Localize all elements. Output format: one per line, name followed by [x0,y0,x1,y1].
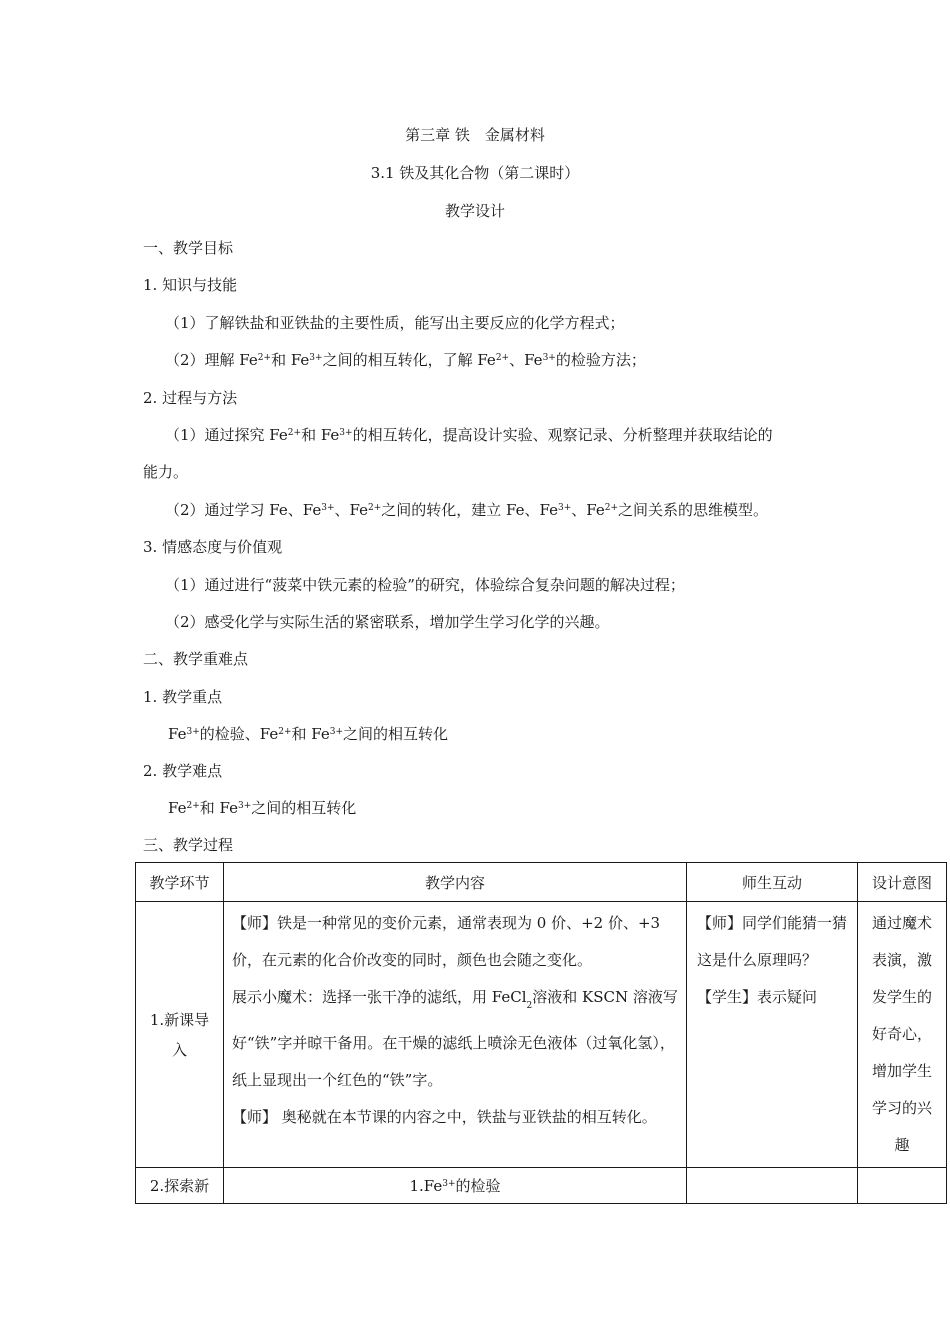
objective-item: （2）通过学习 Fe、$Fe^{3+}$、$Fe^{2+}$之间的转化，建立 Fe、$Fe^{3+}$、$Fe^{2+}$之间关系的思维模型。 [165,501,769,519]
intent-cell [858,902,947,1168]
content-paragraph: 【师】 奥秘就在本节课的内容之中，铁盐与亚铁盐的相互转化。 [232,1108,657,1126]
key-point: $Fe^{3+}$的检验、$Fe^{2+}$和 $Fe^{3+}$之间的相互转化 [168,725,449,743]
objective-item-continued: 能力。 [143,463,189,481]
content-cell [224,902,687,1168]
subsection-heading: 1. 教学重点 [143,688,223,706]
objective-item: （1）了解铁盐和亚铁盐的主要性质，能写出主要反应的化学方程式； [165,314,625,332]
header-interaction: 师生互动 [687,863,858,902]
interaction-cell [687,902,858,1168]
interaction-paragraph: 【师】同学们能猜一猜这是什么原理吗？ [697,914,848,969]
intent-cell [858,1168,947,1204]
content-paragraph: 展示小魔术：选择一张干净的滤纸，用 FeCl$_2$溶液和 KSCN 溶液写好“铁”字并晾干备用。在干燥的滤纸上喷涂无色液体（过氧化氢），纸上显现出一个红色的“铁”字。 [232,988,678,1089]
stage-text: 2.探索新 [149,1176,210,1195]
table-header-row [136,863,947,902]
content-cell [224,1168,687,1204]
interaction-paragraph: 【学生】表示疑问 [697,988,818,1006]
content-paragraph: $1.Fe^{3+}$的检验 [409,1177,501,1195]
table-row [136,1168,947,1204]
stage-text: 1.新课导入 [149,1010,210,1059]
lesson-title: 3.1 铁及其化合物（第二课时） [370,164,580,182]
subsection-heading: 1. 知识与技能 [143,276,238,294]
intent-text: 通过魔术表演，激发学生的好奇心，增加学生学习的兴趣 [871,914,932,1154]
subsection-heading: 2. 过程与方法 [143,389,238,407]
subsection-heading: 3. 情感态度与价值观 [143,538,283,556]
document-type: 教学设计 [444,202,505,220]
subsection-heading: 2. 教学难点 [143,762,223,780]
header-stage: 教学环节 [136,863,224,902]
chapter-title: 第三章 铁 金属材料 [405,126,545,144]
section-heading: 二、教学重难点 [143,650,249,668]
table-row [136,902,947,1168]
header-intent: 设计意图 [858,863,947,902]
objective-item: （2）感受化学与实际生活的紧密联系，增加学生学习化学的兴趣。 [165,613,610,631]
section-heading: 三、教学过程 [143,836,234,854]
content-paragraph: 【师】铁是一种常见的变价元素，通常表现为 0 价、+2 价、+3 价，在元素的化合价改变的同时，颜色也会随之变化。 [232,914,661,969]
header-content: 教学内容 [224,863,687,902]
interaction-cell [687,1168,858,1204]
objective-item: （2）理解 $Fe^{2+}$和 $Fe^{3+}$之间的相互转化，了解 $Fe^{2+}$、$Fe^{3+}$的检验方法； [165,351,646,369]
difficult-point: $Fe^{2+}$和 $Fe^{3+}$之间的相互转化 [168,799,357,817]
objective-item: （1）通过探究 $Fe^{2+}$和 $Fe^{3+}$的相互转化，提高设计实验、观察记录、分析整理并获取结论的 [165,426,773,444]
stage-cell [136,1168,224,1204]
teaching-process-table [135,862,947,1204]
objective-item: （1）通过进行“菠菜中铁元素的检验”的研究，体验综合复杂问题的解决过程； [165,576,685,594]
section-heading: 一、教学目标 [143,239,234,257]
stage-cell [136,902,224,1168]
